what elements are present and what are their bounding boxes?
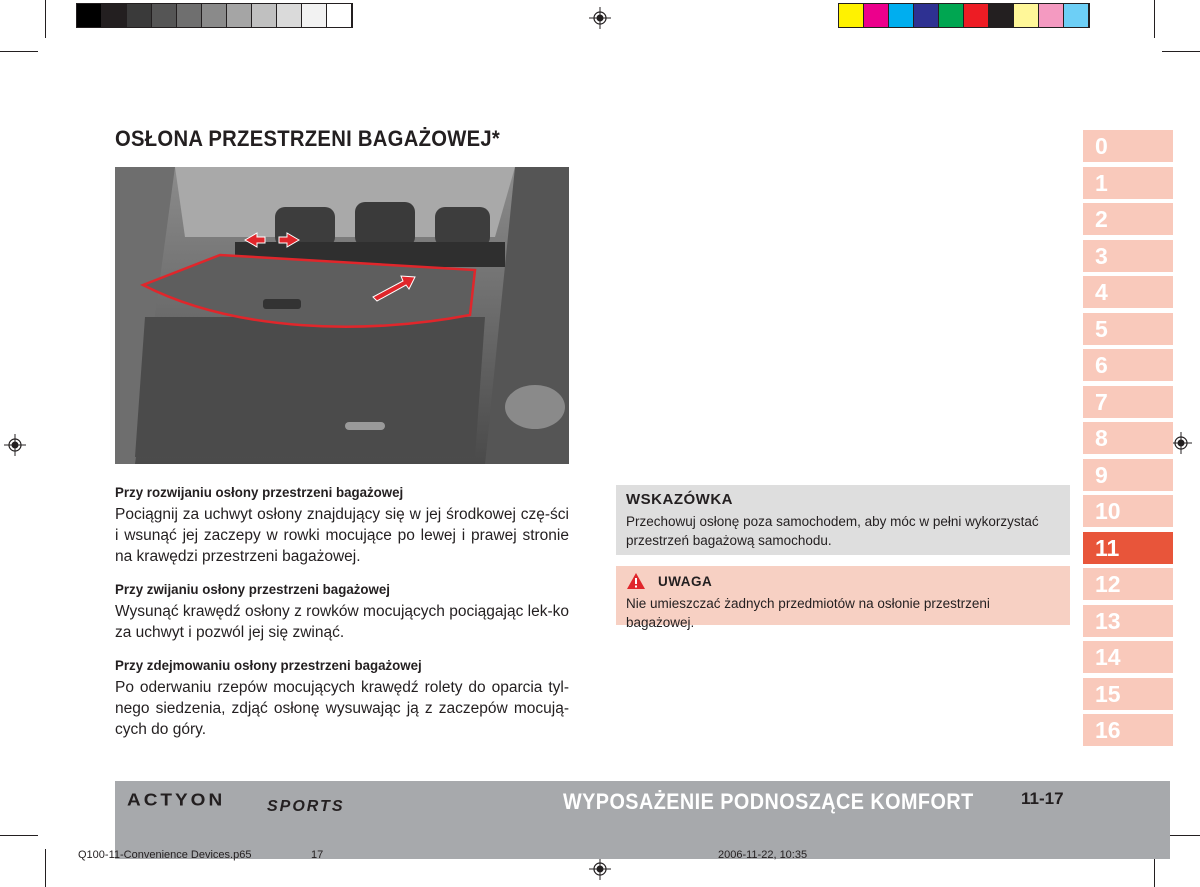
crop-mark [0, 835, 38, 836]
section-body-roll: Wysunąć krawędź osłony z rowków mocujących pociągając lek-ko za uchwyt i pozwól jej się zwinąć. [115, 603, 569, 641]
registration-target-icon [1170, 432, 1192, 454]
actyon-sports-logo [127, 790, 381, 814]
color-swatch [839, 4, 864, 27]
svg-text:ACTYON: ACTYON [127, 790, 226, 810]
warning-text: Nie umieszczać żadnych przedmiotów na osłonie przestrzeni bagażowej. [626, 596, 990, 630]
gray-swatch [202, 4, 227, 27]
tip-text: Przechowuj osłonę poza samochodem, aby móc w pełni wykorzystać przestrzeń bagażową samochodu. [626, 514, 1039, 548]
color-swatch [964, 4, 989, 27]
crop-mark [45, 849, 46, 887]
color-calibration-bar [838, 3, 1090, 28]
chapter-tabs [1083, 130, 1173, 751]
cargo-cover-photo [115, 167, 569, 464]
chapter-tab[interactable]: 15 [1083, 678, 1173, 710]
page-number: 11-17 [1021, 789, 1064, 808]
footer-section-title: WYPOSAŻENIE PODNOSZĄCE KOMFORT [563, 789, 974, 814]
color-swatch [939, 4, 964, 27]
chapter-tab[interactable]: 10 [1083, 495, 1173, 527]
gray-swatch [227, 4, 252, 27]
color-swatch [914, 4, 939, 27]
instruction-column [115, 484, 569, 754]
chapter-tab[interactable]: 4 [1083, 276, 1173, 308]
chapter-tab[interactable]: 5 [1083, 313, 1173, 345]
section-heading-roll: Przy zwijaniu osłony przestrzeni bagażowej [115, 581, 390, 597]
crop-mark [0, 51, 38, 52]
color-swatch [1039, 4, 1064, 27]
chapter-tab[interactable]: 9 [1083, 459, 1173, 491]
section-heading-unroll: Przy rozwijaniu osłony przestrzeni bagażowej [115, 484, 404, 500]
gray-swatch [327, 4, 352, 27]
warning-title: UWAGA [658, 573, 713, 589]
chapter-tab[interactable]: 3 [1083, 240, 1173, 272]
color-swatch [989, 4, 1014, 27]
chapter-tab[interactable]: 1 [1083, 167, 1173, 199]
chapter-tab[interactable]: 14 [1083, 641, 1173, 673]
print-sheet-number: 17 [311, 849, 324, 861]
registration-target-icon [589, 858, 611, 880]
footer-margin-strip [55, 808, 79, 859]
chapter-tab[interactable]: 0 [1083, 130, 1173, 162]
crop-mark [1154, 0, 1155, 38]
gray-swatch [302, 4, 327, 27]
gray-swatch [127, 4, 152, 27]
gray-swatch [177, 4, 202, 27]
color-swatch [1014, 4, 1039, 27]
chapter-tab[interactable]: 2 [1083, 203, 1173, 235]
gray-swatch [277, 4, 302, 27]
color-swatch [864, 4, 889, 27]
chapter-tab[interactable]: 16 [1083, 714, 1173, 746]
warning-triangle-icon [626, 572, 646, 590]
grayscale-calibration-bar [76, 3, 353, 28]
page-title: OSŁONA PRZESTRZENI BAGAŻOWEJ* [115, 126, 501, 151]
gray-swatch [252, 4, 277, 27]
cargo-area-illustration [115, 167, 569, 464]
tip-box [616, 485, 1070, 555]
print-datetime: 2006-11-22, 10:35 [718, 849, 808, 861]
print-file-name: Q100-11-Convenience Devices.p65 [78, 849, 252, 861]
gray-swatch [102, 4, 127, 27]
gray-swatch [77, 4, 102, 27]
color-swatch [1064, 4, 1089, 27]
chapter-tab[interactable]: 12 [1083, 568, 1173, 600]
chapter-tab-active[interactable]: 11 [1083, 532, 1173, 564]
tip-title: WSKAZÓWKA [626, 491, 733, 508]
color-swatch [889, 4, 914, 27]
crop-mark [45, 0, 46, 38]
chapter-tab[interactable]: 7 [1083, 386, 1173, 418]
registration-target-icon [4, 434, 26, 456]
registration-target-icon [589, 7, 611, 29]
chapter-tab[interactable]: 8 [1083, 422, 1173, 454]
svg-text:SPORTS: SPORTS [267, 798, 345, 814]
section-body-unroll: Pociągnij za uchwyt osłony znajdujący się w jej środkowej czę-ści i wsunąć jej zaczepy w rowki mocujące po lewej i prawej stronie na krawędzi przestrzeni bagażowej. [115, 506, 569, 565]
crop-mark [1162, 51, 1200, 52]
chapter-tab[interactable]: 6 [1083, 349, 1173, 381]
section-body-remove: Po oderwaniu rzepów mocujących krawędź rolety do oparcia tyl-nego siedzenia, zdjąć osłonę wysuwając ją z zaczepów mocują-cych do góry. [115, 679, 569, 738]
chapter-tab[interactable]: 13 [1083, 605, 1173, 637]
gray-swatch [152, 4, 177, 27]
section-heading-remove: Przy zdejmowaniu osłony przestrzeni bagażowej [115, 657, 422, 673]
warning-box [616, 566, 1070, 630]
